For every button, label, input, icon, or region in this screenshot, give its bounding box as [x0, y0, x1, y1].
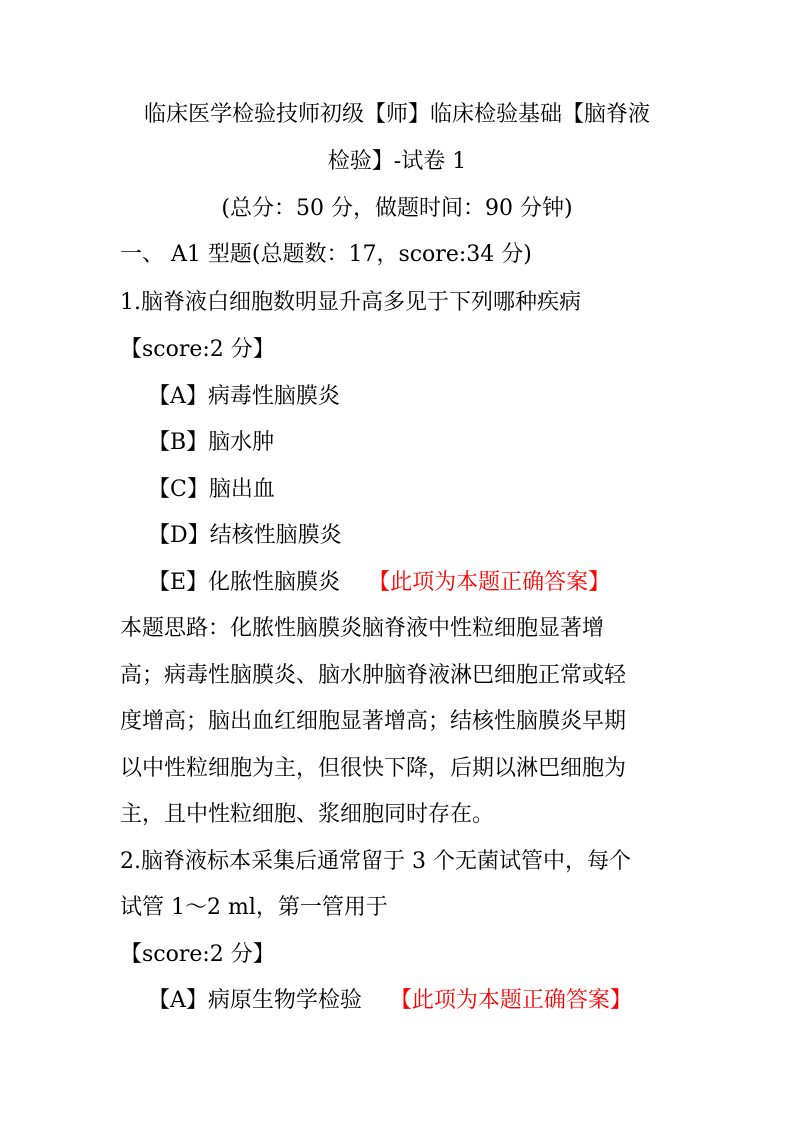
question-1-option-e-row	[148, 568, 708, 598]
question-2-stem-line-2: 试管 1～2 ml，第一管用于	[120, 895, 388, 920]
question-1-option-b: 【B】脑水肿	[148, 430, 275, 455]
correct-answer-mark: 【此项为本题正确答案】	[389, 988, 632, 1013]
question-1-option-c: 【C】脑出血	[148, 477, 275, 502]
question-1-explanation-line: 本题思路：化脓性脑膜炎脑脊液中性粒细胞显著增	[120, 616, 605, 641]
doc-title-line-2: 检验】-试卷 1	[327, 149, 467, 174]
question-1-option-a: 【A】病毒性脑膜炎	[148, 384, 340, 409]
question-2-score: 【score:2 分】	[120, 942, 275, 967]
question-1-explanation-line: 以中性粒细胞为主，但很快下降，后期以淋巴细胞为	[120, 756, 627, 781]
question-1-option-e: 【E】化脓性脑膜炎	[148, 570, 341, 595]
question-1-explanation-line: 高；病毒性脑膜炎、脑水肿脑脊液淋巴细胞正常或轻	[120, 663, 627, 688]
doc-title-line-1: 临床医学检验技师初级【师】临床检验基础【脑脊液	[143, 102, 650, 127]
exam-meta: (总分：50 分，做题时间：90 分钟)	[221, 196, 573, 221]
section-heading: 一、 A1 型题(总题数：17，score:34 分)	[120, 242, 532, 267]
question-2-stem-line-1: 2.脑脊液标本采集后通常留于 3 个无菌试管中，每个	[120, 849, 631, 874]
question-1-explanation-line: 度增高；脑出血红细胞显著增高；结核性脑膜炎早期	[120, 709, 627, 734]
correct-answer-mark: 【此项为本题正确答案】	[368, 570, 611, 595]
question-1-stem: 1.脑脊液白细胞数明显升高多见于下列哪种疾病	[120, 290, 581, 315]
question-2-option-a-row	[148, 986, 708, 1016]
question-1-option-d: 【D】结核性脑膜炎	[148, 523, 342, 548]
question-2-option-a: 【A】病原生物学检验	[148, 988, 362, 1013]
question-1-explanation-line: 主，且中性粒细胞、浆细胞同时存在。	[120, 802, 495, 827]
question-1-score: 【score:2 分】	[120, 337, 275, 362]
